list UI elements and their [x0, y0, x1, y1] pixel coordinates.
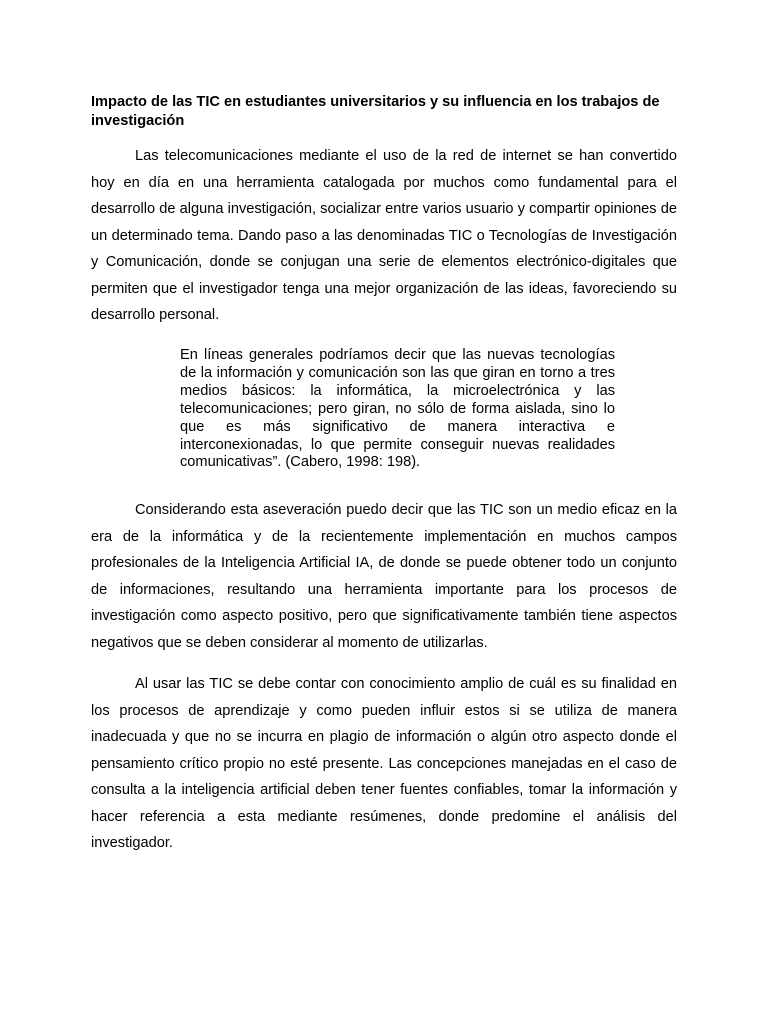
paragraph-2: Considerando esta aseveración puedo decir que las TIC son un medio eficaz en la era de la informática y de la recientemente implementación en muchos campos profesionales de la Inteligencia Artificial IA, de donde se puede obtener todo un conjunto de informaciones, resultando una herramienta importante para los procesos de investigación como aspecto positivo, pero que significativamente también tiene aspectos negativos que se deben considerar al momento de utilizarlas. — [91, 502, 677, 651]
paragraph-3: Al usar las TIC se debe contar con conocimiento amplio de cuál es su finalidad en los procesos de aprendizaje y como pueden influir estos si se utiliza de manera inadecuada y que no se incurra en plagio de información o algún otro aspecto donde el pensamiento crítico propio no esté presente. Las concepciones manejadas en el caso de consulta a la inteligencia artificial deben tener fuentes confiables, tomar la información y hacer referencia a esta mediante resúmenes, donde predomine el análisis del investigador. — [91, 676, 677, 851]
block-quote: En líneas generales podríamos decir que las nuevas tecnologías de la información y comunicación son las que giran en torno a tres medios básicos: la informática, la microelectrónica y las telecomunicaciones; pero giran, no sólo de forma aislada, sino lo que es más significativo de manera interactiva e interconexionadas, lo que permite conseguir nuevas realidades comunicativas”. (Cabero, 1998: 198). — [180, 347, 615, 471]
document-title: Impacto de las TIC en estudiantes universitarios y su influencia en los trabajos de investigación — [91, 94, 660, 129]
paragraph-1: Las telecomunicaciones mediante el uso de la red de internet se han convertido hoy en día en una herramienta catalogada por muchos como fundamental para el desarrollo de alguna investigación, socializar entre varios usuario y compartir opiniones de un determinado tema. Dando paso a las denominadas TIC o Tecnologías de Investigación y Comunicación, donde se conjugan una serie de elementos electrónico-digitales que permiten que el investigador tenga una mejor organización de las ideas, favoreciendo su desarrollo personal. — [91, 148, 677, 323]
